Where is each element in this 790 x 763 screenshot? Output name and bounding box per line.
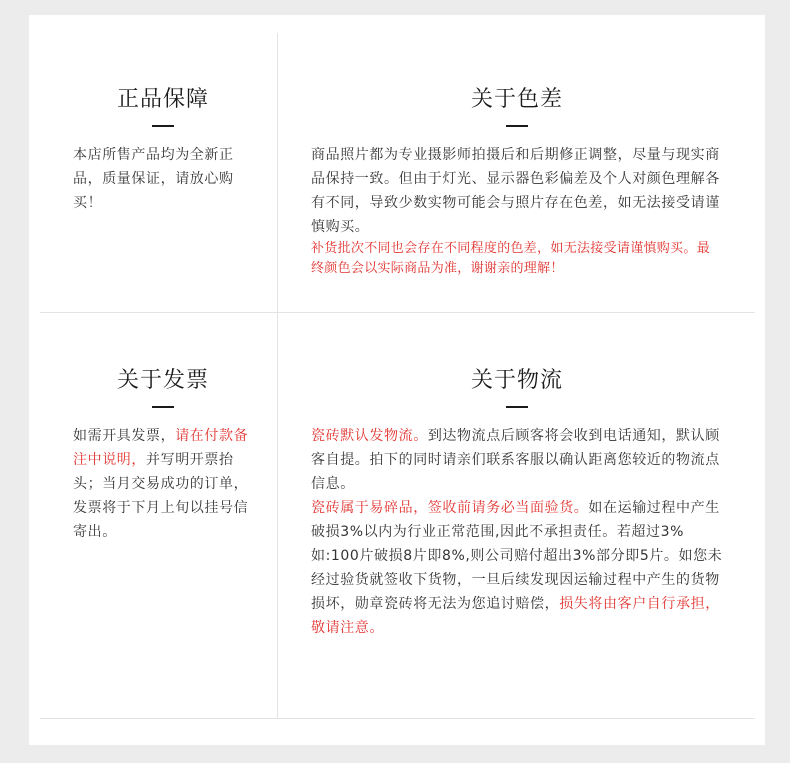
section-title: 关于发票 bbox=[116, 368, 209, 393]
section-logistics bbox=[311, 366, 723, 654]
body-text: 并写明开票抬头；当月交易成功的订单，发票将于下月上旬以挂号信寄出。 bbox=[73, 452, 249, 540]
horizontal-divider bbox=[40, 312, 755, 313]
body-highlight: 请在付款备注中说明， bbox=[73, 428, 249, 468]
section-body bbox=[73, 424, 253, 544]
body-text: 如需开具发票， bbox=[73, 428, 176, 444]
bottom-divider bbox=[40, 718, 755, 719]
info-card bbox=[29, 15, 765, 745]
section-body: 本店所售产品均为全新正品，质量保证，请放心购买！ bbox=[73, 147, 234, 211]
section-body bbox=[311, 496, 723, 640]
title-underline bbox=[506, 406, 528, 408]
section-authentic bbox=[73, 85, 253, 229]
body-text: 如在运输过程中产生破损3%以内为行业正常范围,因此不承担责任。若超过3%如:100片破损8片即8%,则公司赔付超出3%部分即5片。如您未经过验货就签收下货物，一旦后续发现因运输过程中产生的货物损坏，勋章瓷砖将无法为您追讨赔偿， bbox=[311, 500, 723, 612]
title-underline bbox=[506, 125, 528, 127]
vertical-divider bbox=[277, 33, 278, 718]
section-invoice bbox=[73, 366, 253, 558]
section-color-difference bbox=[311, 85, 723, 279]
body-highlight: 瓷砖属于易碎品，签收前请务必当面验货。 bbox=[311, 500, 589, 516]
section-title: 正品保障 bbox=[116, 87, 209, 112]
section-body bbox=[311, 424, 723, 496]
body-highlight: 瓷砖默认发物流。 bbox=[311, 428, 428, 444]
section-title: 关于物流 bbox=[470, 368, 563, 393]
body-text: 到达物流点后顾客将会收到电话通知，默认顾客自提。拍下的同时请亲们联系客服以确认距离您较近的物流点信息。 bbox=[311, 428, 720, 492]
section-note: 补货批次不同也会存在不同程度的色差，如无法接受请谨慎购买。最终颜色会以实际商品为准，谢谢亲的理解！ bbox=[311, 241, 711, 276]
section-body: 商品照片都为专业摄影师拍摄后和后期修正调整，尽量与现实商品保持一致。但由于灯光、显示器色彩偏差及个人对颜色理解各有不同，导致少数实物可能会与照片存在色差，如无法接受请谨慎购买。 bbox=[311, 147, 720, 235]
body-highlight: 损失将由客户自行承担，敬请注意。 bbox=[311, 596, 720, 636]
title-underline bbox=[152, 125, 174, 127]
title-underline bbox=[152, 406, 174, 408]
section-title: 关于色差 bbox=[470, 87, 563, 112]
